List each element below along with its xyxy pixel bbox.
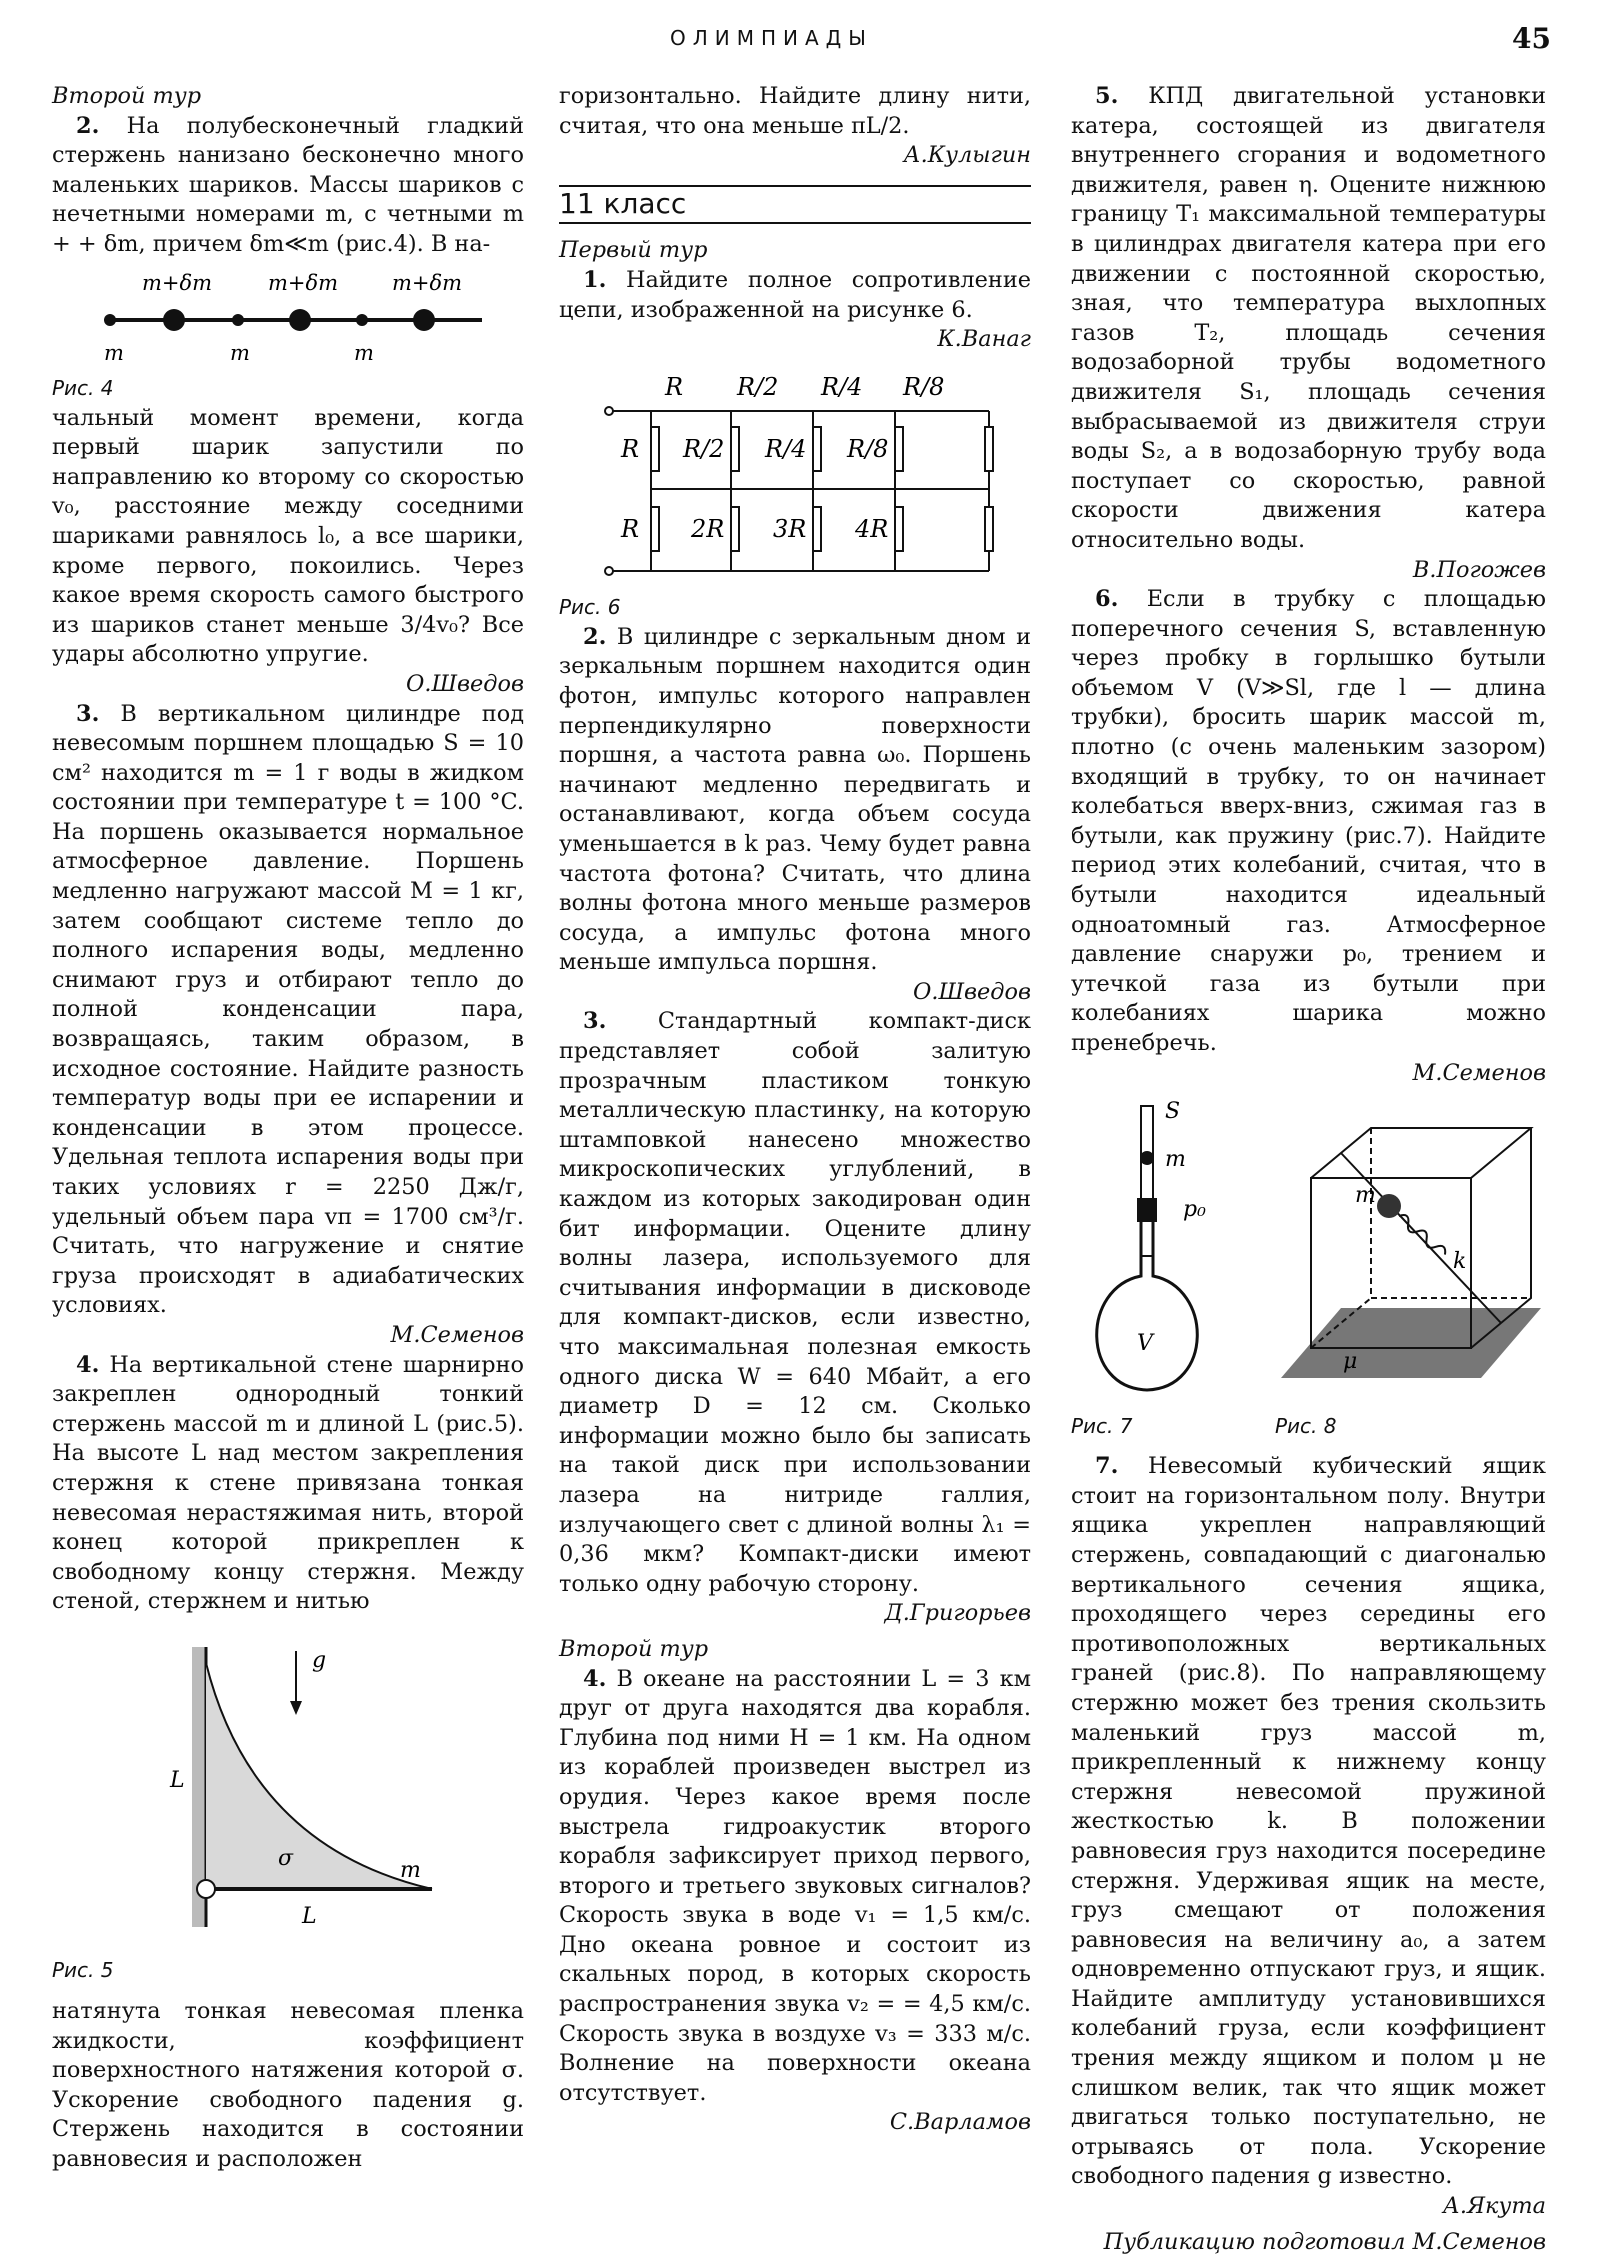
g-label: g — [312, 1647, 327, 1673]
S-label: S — [1165, 1099, 1181, 1125]
res-mid: R/8 — [847, 434, 889, 463]
p0-label: p₀ — [1183, 1197, 1206, 1223]
res-top: R/2 — [737, 372, 779, 401]
problem-4-end: горизонтально. Найдите длину нити, считая, что она меньше πL/2. — [559, 83, 1031, 139]
tour-heading: Второй тур — [559, 1635, 709, 1662]
L-label: L — [302, 1903, 317, 1929]
problem-text: В океане на расстоянии L = 3 км друг от друга находятся два корабля. Глубина под ними H = 1 км. На одном из кораблей произведен выстрел из орудия. Через какое время после выстрела гидроакустик второго корабля зафиксирует приход первого, второго и третьего звуковых сигналов? Скорость звука в воде v₁ = 1,5 км/с. Дно океана ровное и состоит из скальных пород, в которых скорость распространения звука v₂ = = 4,5 км/с. Скорость звука в воздухе v₃ = 333 м/с. Волнение на поверхности океана отсутствует. — [559, 1665, 1031, 2106]
m-label: m — [1355, 1183, 1376, 1209]
figure-7-caption: Рис. 7 — [1071, 1414, 1133, 1439]
problem-6-text — [1071, 585, 1546, 1059]
res-mid: R/2 — [683, 434, 725, 463]
figure-4-caption: Рис. 4 — [52, 376, 114, 401]
publication-credit: Публикацию подготовил М.Семенов — [1103, 2228, 1546, 2255]
res-bot: 3R — [773, 514, 807, 543]
column-1 — [52, 82, 524, 2174]
res-top: R/8 — [903, 372, 945, 401]
problem-text: Невесомый кубический ящик стоит на горизонтальном полу. Внутри ящика укреплен направляющий стержень, совпадающий с диагональю вертикального сечения ящика, проходящего через середины его противоположных вертикальных граней (рис.8). По направляющему стержню может без трения скользить маленький груз массой m, прикрепленный к нижнему концу стержня невесомой пружиной жесткостью k. В положении равновесия груз находится посередине стержня. Удерживая ящик на месте, груз смещают от положения равновесия на величину a₀, а затем одновременно отпускают груз, и ящик. Найдите амплитуду установившихся колебаний груза, если коэффициент трения между ящиком и полом μ не слишком велик, так что ящик может двигаться только поступательно, не отрываясь от пола. Ускорение свободного падения g известно. — [1071, 1453, 1546, 2190]
author: М.Семенов — [1412, 1059, 1546, 1086]
class-heading: 11 класс — [559, 185, 1031, 225]
author: М.Семенов — [390, 1321, 524, 1348]
label-top: m+δm — [392, 270, 463, 295]
label-top: m+δm — [142, 270, 213, 295]
problem-number: 2. — [583, 623, 607, 650]
author: А.Якута — [1442, 2193, 1546, 2220]
author: О.Шведов — [405, 670, 524, 697]
L-label: L — [170, 1767, 185, 1793]
problem-number: 4. — [76, 1351, 100, 1378]
problem-3-text — [52, 700, 524, 1321]
label-bottom: m — [230, 340, 250, 365]
author: О.Шведов — [912, 978, 1031, 1005]
tour-heading: Второй тур — [52, 83, 202, 109]
problem-2-continuation: чальный момент времени, когда первый шарик запустили по направлению ко второму со скоростью v₀, расстояние между соседними шариками равнялось l₀, а все шарики, кроме первого, покоились. Через какое время скорость самого быстрого из шариков станет меньше 3/4v₀? Все удары абсолютно упругие. — [52, 404, 524, 668]
res-mid: R/4 — [765, 434, 807, 463]
figure-8-caption: Рис. 8 — [1275, 1414, 1337, 1439]
V-label: V — [1137, 1331, 1153, 1357]
problem-text: Если в трубку с площадью поперечного сечения S, вставленную через пробку в горлышко бутыли объемом V (V≫Sl, где l — длина трубки), бросить шарик массой m, плотно (с очень маленьким зазором) входящий в трубку, то он начинает колебаться вверх-вниз, сжимая газ в бутыли, как пружину (рис.7). Найдите период этих колебаний, считая, что в бутыли находится идеальный одноатомный газ. Атмосферное давление снаружи p₀, трением и утечкой газа из бутыли при колебаниях шарика можно пренебречь. — [1071, 586, 1546, 1056]
problem-number: 5. — [1095, 83, 1119, 109]
res-top: R — [665, 372, 684, 401]
column-2 — [559, 82, 1031, 2138]
sigma-label: σ — [278, 1845, 294, 1871]
problem-number: 1. — [583, 266, 607, 293]
author: К.Ванаг — [937, 326, 1031, 353]
problem-4-continuation: натянута тонкая невесомая пленка жидкости, коэффициент поверхностного натяжения которой σ. Ускорение свободного падения g. Стержень находится в состоянии равновесия и расположен — [52, 1997, 524, 2172]
author: С.Варламов — [889, 2109, 1031, 2136]
m-label: m — [400, 1857, 421, 1883]
figure-8-drawing — [1271, 1098, 1546, 1410]
k-label: k — [1453, 1249, 1467, 1275]
problem-text: На вертикальной стене шарнирно закреплен однородный тонкий стержень массой m и длиной L (рис.5). На высоте L над местом закрепления стержня к стене привязана тонкая невесомая нерастяжимая нить, второй конец которой прикреплен к свободному концу стержня. Между стеной, стержнем и нитью — [52, 1351, 524, 1615]
problem-number: 3. — [583, 1008, 607, 1035]
problem-text: На полубесконечный гладкий стержень нанизано бесконечно много маленьких шариков. Массы шариков с нечетными номерами m, с четными m + + δm, причем δm≪m (рис.4). В на- — [52, 112, 525, 257]
label-top: m+δm — [268, 270, 339, 295]
section-title: ОЛИМПИАДЫ — [670, 26, 873, 50]
figures-7-8 — [1071, 1098, 1546, 1442]
problem-text: В вертикальном цилиндре под невесомым поршнем площадью S = 10 см² находится m = 1 г воды в жидком состоянии при температуре t = 100 °C. На поршень оказывается нормальное атмосферное давление. Поршень медленно нагружают массой M = 1 кг, затем сообщают системе тепло до полного испарения воды, медленно снимают груз и отбирают тепло до полной конденсации пара, возвращаясь, таким образом, в исходное состояние. Найдите разность температур воды при ее испарении и конденсации в этом процессе. Удельная теплота испарения воды при таких условиях r = 2250 Дж/г, удельный объем пара vп = 1700 см³/г. Считать, что нагружение и снятие груза происходят в адиабатических условиях. — [52, 700, 525, 1319]
res-top: R/4 — [821, 372, 863, 401]
problem-7-text — [1071, 1452, 1546, 2192]
problem-2-text — [559, 623, 1031, 978]
figure-6 — [559, 365, 1031, 620]
res-bot: R — [621, 514, 640, 543]
author: В.Погожев — [1412, 556, 1546, 583]
problem-number: 4. — [583, 1665, 607, 1692]
figure-5-caption: Рис. 5 — [52, 1957, 114, 1982]
problem-number: 6. — [1095, 586, 1119, 613]
problem-number: 7. — [1095, 1453, 1119, 1480]
res-mid: R — [621, 434, 640, 463]
figure-6-drawing — [559, 365, 1031, 585]
problem-4-text — [52, 1351, 524, 1617]
problem-2-text — [52, 112, 524, 260]
author: А.Кулыгин — [903, 142, 1031, 169]
problem-text: КПД двигательной установки катера, состоящей из двигателя внутреннего сгорания и водометного движителя, равен η. Оцените нижнюю границу T₁ максимальной температуры в цилиндрах двигателя катера при его движении с постоянной скоростью, зная, что температура выхлопных газов T₂, площадь сечения водозаборной трубы водометного движителя S₁, площадь сечения выбрасываемой из движителя струи воды S₂, а в водозаборную трубу вода поступает со скоростью, равной скорости движения катера относительно воды. — [1071, 83, 1546, 553]
figure-4 — [52, 270, 524, 401]
figure-6-caption: Рис. 6 — [559, 595, 621, 620]
tour-heading: Первый тур — [559, 237, 708, 264]
label-bottom: m — [354, 340, 374, 365]
column-3 — [1071, 82, 1546, 2257]
figure-5 — [52, 1627, 524, 1987]
m-label: m — [1165, 1147, 1186, 1173]
problem-text: Найдите полное сопротивление цепи, изображенной на рисунке 6. — [559, 266, 1031, 323]
mu-label: μ — [1343, 1349, 1358, 1375]
res-bot: 4R — [855, 514, 889, 543]
problem-1-text — [559, 266, 1031, 325]
problem-3-text — [559, 1007, 1031, 1599]
problem-text: Стандартный компакт-диск представляет собой залитую прозрачным пластиком тонкую металлическую пластинку, на которую штамповкой нанесено множество микроскопических углублений, в каждом из которых закодирован один бит информации. Оцените длину волны лазера, используемого для считывания информации в дисководе для компакт-дисков, если известно, что максимальная полезная емкость одного диска W = 640 Мбайт, а его диаметр D = 12 см. Сколько информации можно было бы записать на такой диск при использовании лазера на нитриде галлия, излучающего свет с длиной волны λ₁ = 0,36 мкм? Компакт-диски имеют только одну рабочую сторону. — [559, 1008, 1031, 1597]
problem-number: 2. — [76, 112, 100, 139]
problem-text: В цилиндре с зеркальным дном и зеркальным поршнем находится один фотон, импульс которого направлен перпендикулярно поверхности поршня, а частота равна ω₀. Поршень начинают медленно передвигать и останавливают, когда объем сосуда уменьшается в k раз. Чему будет равна частота фотона? Считать, что длина волны фотона много меньше размеров сосуда, а импульс фотона много меньше импульса поршня. — [559, 623, 1031, 976]
figure-4-drawing — [52, 270, 524, 366]
problem-4-text — [559, 1665, 1031, 2109]
res-bot: 2R — [691, 514, 725, 543]
problem-5-text — [1071, 82, 1546, 556]
label-bottom: m — [104, 340, 124, 365]
page-number: 45 — [1512, 22, 1551, 55]
page-header — [0, 22, 1600, 62]
problem-number: 3. — [76, 700, 100, 727]
figure-5-drawing — [52, 1627, 524, 1947]
author: Д.Григорьев — [884, 1600, 1031, 1627]
